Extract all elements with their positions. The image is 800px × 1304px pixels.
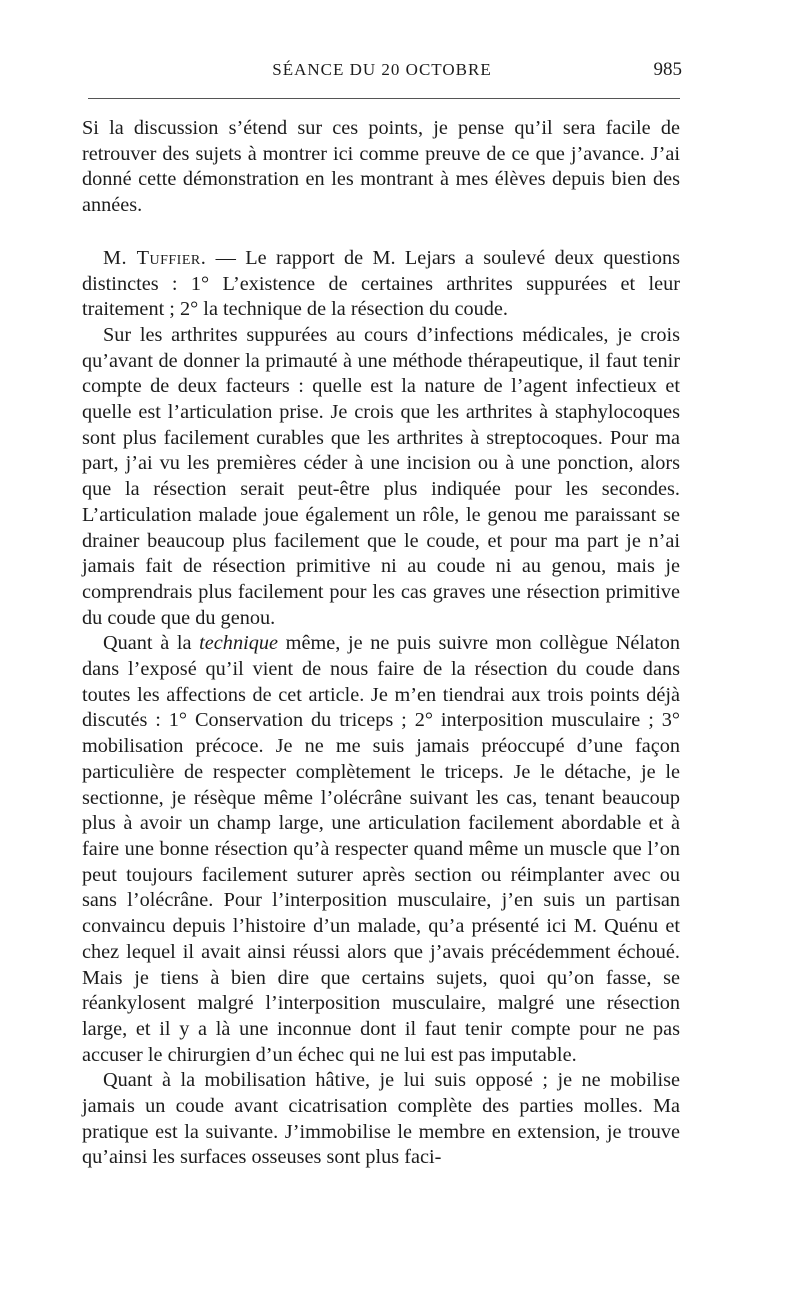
page-number: 985 <box>653 59 682 80</box>
paragraph-2 <box>82 246 680 323</box>
speaker-name: M. Tuffier. <box>103 246 207 269</box>
paragraph-4-text: même, je ne puis suivre mon collègue Nélaton dans l’exposé qu’il vient de nous faire de la résection du coude dans toutes les affections de cet article. Je m’en tiendrai aux trois points déjà discutés : 1° Conservation du triceps ; 2° interposition musculaire ; 3° mobilisation précoce. Je ne me suis jamais préoccupé d’une façon particulière de respecter complètement le triceps. Je le détache, je le sectionne, je résèque même l’olécrâne suivant les cas, tenant beaucoup plus à avoir un champ large, une articulation facilement abordable et à faire une bonne résection qu’à respecter quand même un muscle que l’on peut toujours facilement suturer après section ou réimplanter avec ou sans l’olécrâne. Pour l’interposition musculaire, j’en suis un partisan convaincu depuis l’histoire d’un malade, qu’a présenté ici M. Quénu et chez lequel il avait ainsi réussi alors que j’avais précédemment échoué. Mais je tiens à bien dire que certains sujets, quoi qu’on fasse, se réankylosent malgré l’interposition musculaire, malgré une résection large, et il y a là une inconnue dont il faut tenir compte pour ne pas accuser le chirurgien d’un échec qui ne lui est pas imputable. <box>82 632 680 1066</box>
paragraph-1: Si la discussion s’étend sur ces points, je pense qu’il sera facile de retrouver des sujets à montrer ici comme preuve de ce que j’avance. J’ai donné cette démonstration en les montrant à mes élèves depuis bien des années. <box>82 117 680 217</box>
paragraph-3: Sur les arthrites suppurées au cours d’infections médicales, je crois qu’avant de donner la primauté à une méthode thérapeutique, il faut tenir compte de deux facteurs : quelle est la nature de l’agent infectieux et quelle est l’articulation prise. Je crois que les arthrites à staphylocoques sont plus facilement curables que les arthrites à streptocoques. Pour ma part, j’ai vu les premières céder à une incision ou à une ponction, alors que la résection serait peut-être plus indiquée pour les secondes. L’articulation malade joue également un rôle, le genou me paraissant se drainer beaucoup plus facilement que le coude, et pour ma part je n’ai jamais fait de résection primitive ni au coude ni au genou, mais je comprendrais plus facilement pour les cas graves une résection primitive du coude que du genou. <box>82 323 680 629</box>
paragraph-4 <box>82 631 680 1068</box>
paragraph-4-emphasis: technique <box>199 632 279 655</box>
running-title: SÉANCE DU 20 OCTOBRE <box>272 60 492 79</box>
header-rule <box>88 98 680 99</box>
running-head <box>82 56 682 86</box>
paragraph-2-text: — Le rapport de M. Lejars a soulevé deux questions distinctes : 1° L’existence de certaines arthrites suppurées et leur traitement ; 2° la technique de la résection du coude. <box>82 246 680 321</box>
paragraph-5: Quant à la mobilisation hâtive, je lui suis opposé ; je ne mobilise jamais un coude avant cicatrisation complète des parties molles. Ma pratique est la suivante. J’immobilise le membre en extension, je trouve qu’ainsi les surfaces osseuses sont plus faci- <box>82 1069 680 1169</box>
paragraph-4-lead: Quant à la <box>103 632 200 655</box>
body-text <box>82 116 680 1171</box>
